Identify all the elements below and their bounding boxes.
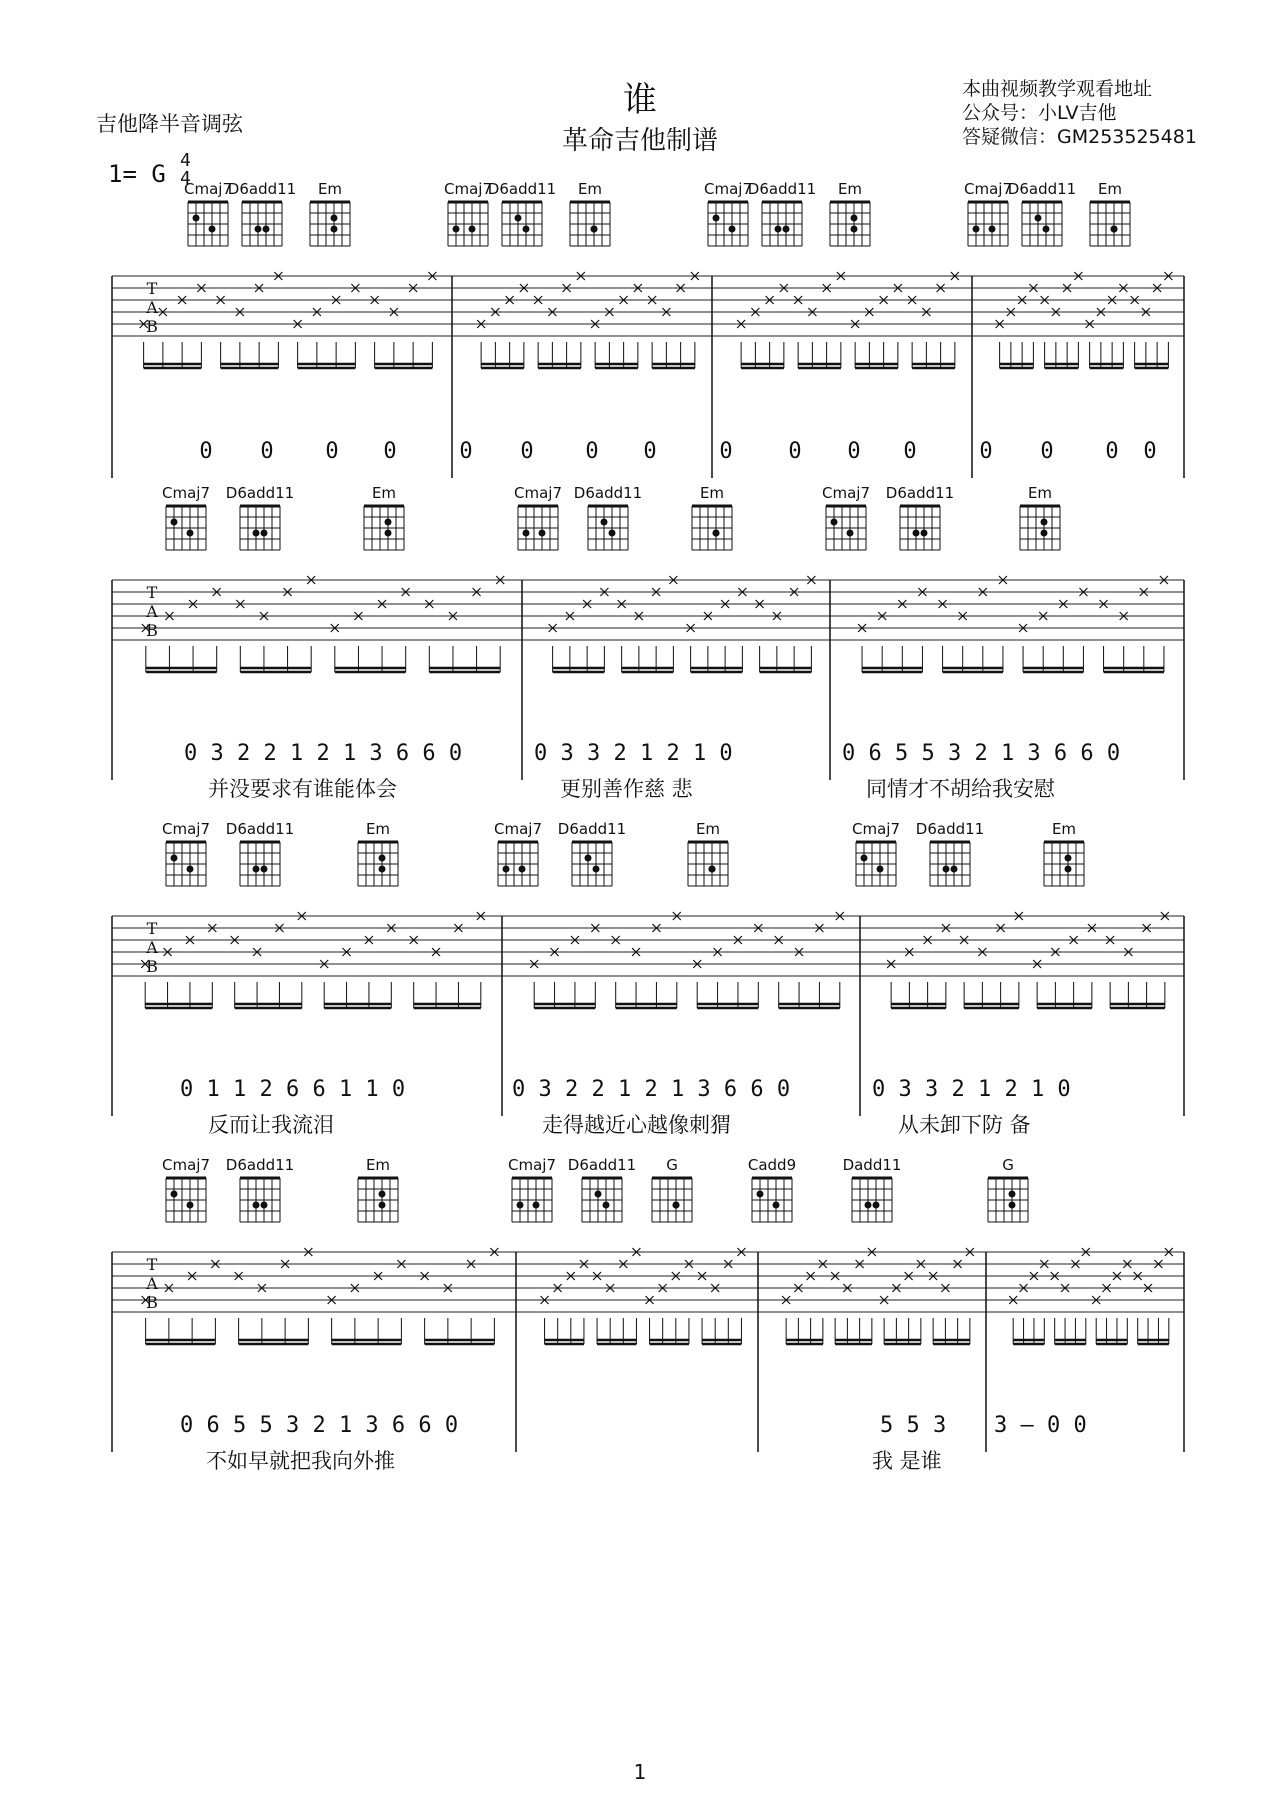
chord-diagram: [310, 202, 350, 246]
finger-dot: [261, 1202, 268, 1209]
lyric-line: 从未卸下防 备: [898, 1113, 1031, 1137]
finger-dot: [989, 226, 996, 233]
chord-name: Em: [365, 820, 391, 838]
jianpu-phrase: 0 1 1 2 6 6 1 1 0: [180, 1077, 406, 1102]
jianpu-phrase: 0 3 3 2 1 2 1 0: [534, 741, 733, 766]
chord-diagram: [582, 1178, 622, 1222]
finger-dot: [591, 226, 598, 233]
finger-dot: [709, 866, 716, 873]
finger-dot: [913, 530, 920, 537]
chord-name: Cmaj7: [852, 820, 900, 838]
chord-name: Cmaj7: [494, 820, 542, 838]
lyric-line: 同情才不胡给我安慰: [866, 777, 1055, 801]
chord-name: D6add11: [885, 484, 955, 502]
chord-diagram: [240, 1178, 280, 1222]
jianpu-phrase: 5 5 3: [880, 1413, 947, 1438]
chord-diagram: [572, 842, 612, 886]
jianpu-note: 0: [325, 439, 339, 464]
finger-dot: [503, 866, 510, 873]
chord-diagram: [856, 842, 896, 886]
system-3: [112, 820, 1184, 1137]
finger-dot: [171, 1191, 178, 1198]
lyric-line: 走得越近心越像刺猬: [542, 1113, 731, 1137]
finger-dot: [523, 530, 530, 537]
lyric-line: 我 是谁: [872, 1449, 942, 1473]
chord-diagram: [752, 1178, 792, 1222]
finger-dot: [519, 866, 526, 873]
chord-name: Cmaj7: [162, 820, 210, 838]
finger-dot: [1009, 1202, 1016, 1209]
tab-letter: T: [146, 583, 158, 602]
finger-dot: [209, 226, 216, 233]
key-signature: 1= G: [108, 160, 166, 188]
chord-diagram: [1090, 202, 1130, 246]
finger-dot: [851, 215, 858, 222]
finger-dot: [865, 1202, 872, 1209]
finger-dot: [601, 519, 608, 526]
chord-name: Cmaj7: [162, 1156, 210, 1174]
finger-dot: [603, 1202, 610, 1209]
finger-dot: [873, 1202, 880, 1209]
finger-dot: [713, 530, 720, 537]
finger-dot: [877, 866, 884, 873]
finger-dot: [453, 226, 460, 233]
tab-letter: A: [146, 1274, 158, 1293]
chord-diagram: [852, 1178, 892, 1222]
finger-dot: [783, 226, 790, 233]
finger-dot: [729, 226, 736, 233]
finger-dot: [261, 866, 268, 873]
tab-letter: A: [146, 298, 158, 317]
finger-dot: [171, 519, 178, 526]
jianpu-note: 0: [903, 439, 917, 464]
chord-diagram: [364, 506, 404, 550]
chord-name: D6add11: [1007, 180, 1077, 198]
finger-dot: [261, 530, 268, 537]
finger-dot: [193, 215, 200, 222]
chord-diagram: [512, 1178, 552, 1222]
chord-name: Dadd11: [842, 1156, 902, 1174]
chord-diagram: [242, 202, 282, 246]
chord-name: G: [1002, 1156, 1014, 1174]
finger-dot: [469, 226, 476, 233]
jianpu-note: 0: [1105, 439, 1119, 464]
finger-dot: [331, 226, 338, 233]
tab-letter: B: [146, 317, 158, 336]
jianpu-note: 0: [585, 439, 599, 464]
finger-dot: [255, 226, 262, 233]
chord-diagram: [1020, 506, 1060, 550]
chord-name: D6add11: [747, 180, 817, 198]
finger-dot: [171, 855, 178, 862]
chord-name: Cmaj7: [704, 180, 752, 198]
chord-name: G: [666, 1156, 678, 1174]
jianpu-note: 0: [847, 439, 861, 464]
jianpu-note: 0: [199, 439, 213, 464]
finger-dot: [187, 866, 194, 873]
finger-dot: [379, 1202, 386, 1209]
chord-diagram: [498, 842, 538, 886]
tab-letter: A: [146, 602, 158, 621]
jianpu-note: 0: [719, 439, 733, 464]
tab-letter: T: [146, 919, 158, 938]
chord-diagram: [692, 506, 732, 550]
chord-diagram: [358, 842, 398, 886]
chord-diagram: [518, 506, 558, 550]
finger-dot: [847, 530, 854, 537]
jianpu-note: 0: [788, 439, 802, 464]
tab-letter: T: [146, 279, 158, 298]
finger-dot: [831, 519, 838, 526]
jianpu-phrase: 0 3 3 2 1 2 1 0: [872, 1077, 1071, 1102]
jianpu-phrase: 0 3 2 2 1 2 1 3 6 6 0: [184, 741, 463, 766]
chord-name: Cadd9: [747, 1156, 797, 1174]
info-line-3: 答疑微信：GM253525481: [962, 126, 1197, 148]
finger-dot: [773, 1202, 780, 1209]
finger-dot: [713, 215, 720, 222]
chord-diagram: [166, 842, 206, 886]
lyric-line: 并没要求有谁能体会: [208, 777, 397, 801]
finger-dot: [253, 1202, 260, 1209]
chord-diagram: [1044, 842, 1084, 886]
chord-name: D6add11: [225, 1156, 295, 1174]
info-line-2: 公众号：小LV吉他: [962, 102, 1117, 124]
finger-dot: [187, 1202, 194, 1209]
finger-dot: [517, 1202, 524, 1209]
chord-diagram: [826, 506, 866, 550]
chord-name: Em: [837, 180, 863, 198]
chord-name: Em: [371, 484, 397, 502]
finger-dot: [379, 855, 386, 862]
chord-name: D6add11: [225, 484, 295, 502]
finger-dot: [973, 226, 980, 233]
chord-name: Em: [317, 180, 343, 198]
finger-dot: [1041, 530, 1048, 537]
finger-dot: [921, 530, 928, 537]
finger-dot: [515, 215, 522, 222]
finger-dot: [585, 855, 592, 862]
finger-dot: [253, 866, 260, 873]
chord-diagram: [1022, 202, 1062, 246]
chord-diagram: [652, 1178, 692, 1222]
chord-diagram: [588, 506, 628, 550]
chord-diagram: [502, 202, 542, 246]
system-2: [112, 484, 1184, 801]
finger-dot: [253, 530, 260, 537]
finger-dot: [1009, 1191, 1016, 1198]
chord-diagram: [830, 202, 870, 246]
system-1: [112, 180, 1184, 478]
chord-diagram: [930, 842, 970, 886]
time-signature-top: 4: [180, 150, 191, 171]
finger-dot: [951, 866, 958, 873]
chord-diagram: [166, 506, 206, 550]
finger-dot: [851, 226, 858, 233]
jianpu-note: 0: [260, 439, 274, 464]
time-signature-bottom: 4: [180, 168, 191, 189]
finger-dot: [1065, 855, 1072, 862]
system-4: [112, 1156, 1184, 1473]
chord-name: Cmaj7: [822, 484, 870, 502]
jianpu-note: 0: [643, 439, 657, 464]
tab-letter: B: [146, 957, 158, 976]
jianpu-phrase: 3 – 0 0: [994, 1413, 1087, 1438]
finger-dot: [379, 1191, 386, 1198]
finger-dot: [523, 226, 530, 233]
chord-name: D6add11: [225, 820, 295, 838]
chord-name: Em: [699, 484, 725, 502]
chord-name: Em: [1097, 180, 1123, 198]
tab-letter: A: [146, 938, 158, 957]
finger-dot: [593, 866, 600, 873]
finger-dot: [775, 226, 782, 233]
chord-name: D6add11: [573, 484, 643, 502]
info-line-1: 本曲视频教学观看地址: [962, 78, 1153, 100]
chord-name: D6add11: [487, 180, 557, 198]
lyric-line: 更别善作慈 悲: [560, 777, 693, 801]
finger-dot: [263, 226, 270, 233]
chord-name: Em: [1027, 484, 1053, 502]
chord-name: D6add11: [227, 180, 297, 198]
arranger-credit: 革命吉他制谱: [561, 126, 718, 156]
finger-dot: [533, 1202, 540, 1209]
finger-dot: [379, 866, 386, 873]
page-number: 1: [633, 1760, 647, 1784]
finger-dot: [757, 1191, 764, 1198]
chord-name: Cmaj7: [508, 1156, 556, 1174]
finger-dot: [385, 519, 392, 526]
jianpu-note: 0: [459, 439, 473, 464]
finger-dot: [673, 1202, 680, 1209]
tab-letter: T: [146, 1255, 158, 1274]
chord-name: D6add11: [557, 820, 627, 838]
jianpu-phrase: 0 6 5 5 3 2 1 3 6 6 0: [842, 741, 1121, 766]
finger-dot: [187, 530, 194, 537]
chord-name: D6add11: [915, 820, 985, 838]
lyric-line: 反而让我流泪: [208, 1113, 334, 1137]
finger-dot: [1041, 519, 1048, 526]
finger-dot: [1111, 226, 1118, 233]
chord-name: Em: [365, 1156, 391, 1174]
finger-dot: [1065, 866, 1072, 873]
finger-dot: [595, 1191, 602, 1198]
chord-name: Em: [1051, 820, 1077, 838]
jianpu-phrase: 0 6 5 5 3 2 1 3 6 6 0: [180, 1413, 459, 1438]
finger-dot: [1043, 226, 1050, 233]
chord-diagram: [188, 202, 228, 246]
tuning-note: 吉他降半音调弦: [96, 112, 243, 136]
chord-diagram: [448, 202, 488, 246]
chord-diagram: [240, 842, 280, 886]
tab-letter: B: [146, 1293, 158, 1312]
chord-name: Cmaj7: [444, 180, 492, 198]
chord-diagram: [688, 842, 728, 886]
jianpu-note: 0: [979, 439, 993, 464]
chord-name: D6add11: [567, 1156, 637, 1174]
chord-name: Em: [695, 820, 721, 838]
jianpu-phrase: 0 3 2 2 1 2 1 3 6 6 0: [512, 1077, 791, 1102]
finger-dot: [1035, 215, 1042, 222]
chord-diagram: [762, 202, 802, 246]
finger-dot: [861, 855, 868, 862]
chord-diagram: [900, 506, 940, 550]
chord-name: Cmaj7: [964, 180, 1012, 198]
finger-dot: [539, 530, 546, 537]
jianpu-note: 0: [1143, 439, 1157, 464]
chord-diagram: [240, 506, 280, 550]
song-title: 谁: [623, 80, 657, 120]
chord-name: Em: [577, 180, 603, 198]
finger-dot: [331, 215, 338, 222]
chord-name: Cmaj7: [514, 484, 562, 502]
chord-name: Cmaj7: [162, 484, 210, 502]
finger-dot: [385, 530, 392, 537]
chord-diagram: [708, 202, 748, 246]
lyric-line: 不如早就把我向外推: [206, 1449, 395, 1473]
chord-diagram: [570, 202, 610, 246]
chord-diagram: [968, 202, 1008, 246]
jianpu-note: 0: [383, 439, 397, 464]
chord-diagram: [166, 1178, 206, 1222]
chord-name: Cmaj7: [184, 180, 232, 198]
jianpu-note: 0: [520, 439, 534, 464]
chord-diagram: [988, 1178, 1028, 1222]
chord-diagram: [358, 1178, 398, 1222]
tab-letter: B: [146, 621, 158, 640]
finger-dot: [609, 530, 616, 537]
jianpu-note: 0: [1040, 439, 1054, 464]
finger-dot: [943, 866, 950, 873]
